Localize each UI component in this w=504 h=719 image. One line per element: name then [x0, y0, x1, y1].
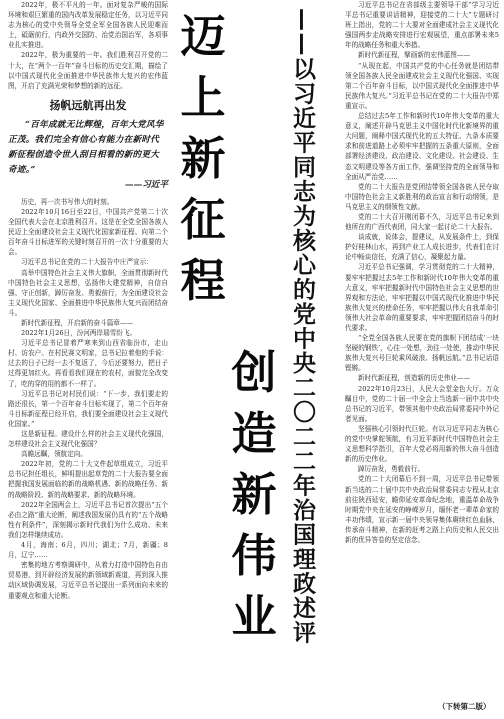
section-subheading: 扬帆远航再出发 [49, 98, 127, 112]
quote-block [8, 118, 168, 193]
headline-char: 新 [231, 468, 277, 521]
body-paragraph: 党的二十大召开刚闭幕不久，习近平总书记来到他所在的广西代表团，同大家一起讨论二十大报告。 [345, 212, 499, 232]
body-paragraph: 2022年初，党的二十大文件起草组成立，习近平总书记担任组长，鲜明提出起草党的二十大报告要全面把握我国发展面临的新的战略机遇、新的战略任务、新的战略阶段、新的战略要求、新的战略环境。 [8, 460, 168, 499]
continued-note: （下转第二版） [438, 702, 491, 711]
body-paragraph: 2022年1月26日，汾河两岸瑞雪纷飞。 [21, 329, 137, 338]
body-paragraph: 2022年10月16日至22日，中国共产党第二十次全国代表大会在北京胜利召开。这是在全党全国各族人民迈上全面建设社会主义现代化国家新征程、向第二个百年奋斗目标进军的关键时刻召开的一次十分重要的大会。 [8, 207, 168, 257]
quote-text: “百年成就无比辉煌，百年大党风华正茂。我们完全有信心有能力在新时代新征程创造令世人刮目相看的新的更大奇迹。” [8, 119, 164, 175]
body-paragraph: 习近平总书记冒着严寒来到山西省临汾市，走山村、访农户。在村民赛文明家，总书记拉着他的手说：过去的日子已经一去不复返了，今后还要努力，把日子过得更加红火。再看看我们现在的农村，面貌完全改变了，吃的穿的用的都不一样了。 [8, 339, 168, 388]
body-paragraph: 2022年10月23日，人民大会堂金色大厅。万众瞩目中，党的二十届一中全会上当选新一届中共中央总书记的习近平，带领其他中央政治局常委同中外记者见面。 [345, 384, 499, 423]
headline-char: 迈 [180, 10, 226, 63]
body-paragraph: 这是新征程。建设什么样的社会主义现代化强国，怎样建设社会主义现代化强国？ [8, 430, 168, 449]
body-paragraph: 党的二十大报告是党团结带领全国各族人民夺取中国特色社会主义新胜利的政治宣言和行动纲领，是马克思主义的纲领性文献。 [345, 182, 499, 211]
headline-column-1 [176, 6, 230, 311]
body-paragraph: 新时代新征程，开启新的奋斗篇章—— [21, 318, 134, 327]
body-paragraph: 习近平总书记对村民们说：“下一步，我们要走的路还很长，第一个百年奋斗目标实现了，第二个百年奋斗目标新征程已经开启，我们要全面建设社会主义现代化国家。” [8, 389, 168, 428]
body-paragraph: 新时代新征程，创造新的历史伟业—— [358, 374, 471, 383]
headline-subtitle: ——以习近平同志为核心的党中央二〇二二年治国理政述评 [289, 8, 315, 645]
body-paragraph: 总结过去5年工作和新时代10年伟大变革的重大意义，阐述开辟马克思主义中国化时代化新境界的重大问题，阐释中国式现代化的五大特征、九条本质要求和前进道路上必须牢牢把握的五条重大原则，全面部署经济建设、政治建设、文化建设、社会建设、生态文明建设等各方面工作，强调坚持党的全面领导和全面从严治党…… [345, 112, 499, 181]
body-paragraph: 高举中国特色社会主义伟大旗帜，全面贯彻新时代中国特色社会主义思想，弘扬伟大建党精神，自信自强、守正创新，踔厉奋发、勇毅前行，为全面建设社会主义现代化国家、全面推进中华民族伟大复兴而团结奋斗。 [8, 268, 168, 317]
body-paragraph: 谈成就，说体会，提建议，从发展条件上，到保护好桂林山水，再到产业工人成长进步，代表们在讨论中畅谈信任，充满了信心，凝聚起力量。 [345, 233, 499, 262]
body-paragraph: “全党全国各族人民要在党的旗帜下团结成‘一块坚硬的钢铁’，心往一处想，劲往一处使，推动中华民族伟大复兴号巨轮乘风破浪、扬帆远航。”总书记话语铿锵。 [345, 334, 499, 373]
left-column [8, 0, 168, 601]
headline-char: 造 [231, 407, 277, 460]
body-paragraph: 2022年全国两会上，习近平总书记首次提出“五个必由之路”重大论断，阐述我国发展仍具有的“五个战略性有利条件”，深刻揭示新时代我们为什么成功、未来我们怎样继续成功。 [8, 500, 168, 539]
body-paragraph: 历史，再一次书写伟大的时刻。 [21, 197, 114, 206]
headline-column-2 [227, 342, 281, 647]
body-paragraph: “从现在起，中国共产党的中心任务就是团结带领全国各族人民全面建成社会主义现代化强国、实现第二个百年奋斗目标，以中国式现代化全面推进中华民族伟大复兴。”习近平总书记在党的二十大报告中郑重宣示。 [345, 61, 499, 110]
right-column [345, 0, 499, 545]
headline-char: 上 [180, 71, 226, 124]
quote-author: ——习近平 [125, 179, 168, 190]
headline-char: 业 [231, 590, 277, 643]
body-paragraph: 高瞻远瞩，领航定向。 [21, 450, 87, 459]
body-paragraph: 新时代新征程，擘画新的宏伟蓝图—— [358, 51, 471, 60]
headline-char: 征 [180, 193, 226, 246]
headline-char: 程 [180, 254, 226, 307]
headline-char: 创 [231, 346, 277, 399]
body-paragraph: 2022年，极不平凡的一年。面对复杂严峻的国际环境和艰巨繁重的国内改革发展稳定任务，以习近平同志为核心的党中央领导全党全军全国各族人民迎难而上，砥砺前行，内政外交国防、治党治国治军，各项事业扎实推进。 [8, 1, 168, 50]
headline-char: 伟 [231, 529, 277, 582]
headline-char: 新 [180, 132, 226, 185]
body-paragraph: 2022年，极为重要的一年。我们胜利召开党的二十大，在“两个一百年”奋斗目标的历史交汇期，描绘了以中国式现代化全面推进中华民族伟大复兴的宏伟蓝图，开启了充满光荣和梦想的新的远征。 [8, 51, 168, 90]
body-paragraph: 党的二十大闭幕后不到一周，习近平总书记带领新当选的二十届中共中央政治局常委同志专程从北京前往陕西延安，瞻仰延安革命纪念地，重温革命战争时期党中央在延安的峥嵘岁月，缅怀老一辈革命家的丰功伟绩，宣示新一届中央领导集体赓续红色血脉，传承奋斗精神，在新的赶考之路上向历史和人民交出新的优异答卷的坚定信念。 [345, 475, 499, 544]
body-paragraph: 4月，海南；6月，四川；湖北；7月，新疆；8月，辽宁…… [8, 541, 168, 560]
body-paragraph: 密集的地方考察调研中，从着力打造中国特色自由贸易港，到开辟经济发展的新领域新赛道，再到深入推动区域协调发展，习近平总书记提出一系列面向未来的重要观点和重大论断。 [8, 561, 168, 600]
body-paragraph: 习近平总书记在党的二十大报告中庄严宣示： [21, 258, 153, 267]
body-paragraph: 习近平总书记强调，学习贯彻党的二十大精神，要牢牢把握过去5年工作和新时代10年伟大变革的重大意义，牢牢把握新时代中国特色社会主义思想的世界观和方法论，牢牢把握以中国式现代化推进中华民族伟大复兴的使命任务，牢牢把握以伟大自我革命引领伟大社会革命的重要要求，牢牢把握团结奋斗的时代要求。 [345, 263, 499, 332]
body-paragraph: 坚强核心引领时代巨轮。有以习近平同志为核心的党中央掌舵领航，有习近平新时代中国特色社会主义思想科学指引，百年大党必将用新的伟大奋斗创造新的历史伟业。 [345, 424, 499, 464]
body-paragraph: 踔厉奋发，勇毅前行。 [358, 465, 424, 474]
body-paragraph: 习近平总书记在省部级主要领导干部“学习习近平总书记重要讲话精神，迎接党的二十大”专题研讨班上指出，党的二十大要对全面建成社会主义现代化强国两步走战略安排进行宏观展望，重点部署未来5年的战略任务和重大举措。 [345, 1, 499, 50]
